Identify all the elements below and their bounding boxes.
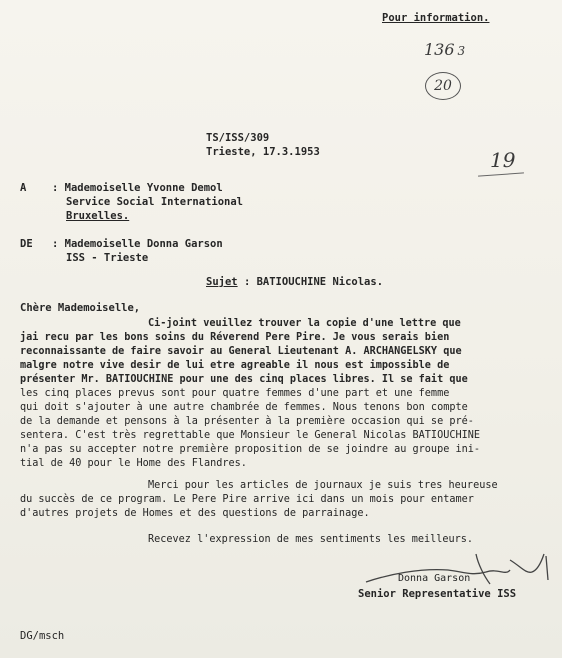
paragraph1-line: jai recu par les bons soins du Réverend Pere Pire. Je vous serais bien (20, 332, 450, 343)
reference-code: TS/ISS/309 (206, 132, 270, 144)
recipient-name: : Mademoiselle Yvonne Demol (52, 182, 223, 194)
paragraph2-line: d'autres projets de Homes et des questions de parrainage. (20, 508, 370, 519)
circled-number-text: 20 (434, 78, 452, 94)
signature-name: Donna Garson (398, 573, 471, 584)
handwritten-number (424, 40, 465, 59)
paragraph1-line: tial de 40 pour le Home des Flandres. (20, 458, 247, 469)
paragraph1-line: Ci-joint veuillez trouver la copie d'une lettre que (148, 318, 461, 329)
subject-line (206, 276, 383, 288)
sender-office: ISS - Trieste (66, 252, 149, 264)
recipient-label: A (20, 182, 27, 194)
circled-number (425, 72, 461, 100)
typist-initials: DG/msch (20, 630, 65, 642)
handwritten-number-main: 136 (424, 40, 455, 59)
sender-label: DE (20, 238, 33, 250)
recipient-city: Bruxelles. (66, 210, 130, 222)
paragraph1-line: reconnaissante de faire savoir au General Lieutenant A. ARCHANGELSKY que (20, 346, 462, 357)
handwritten-number-sub: 3 (457, 44, 466, 58)
paragraph1-line: n'a pas su accepter notre première proposition de se joindre au groupe ini- (20, 444, 481, 455)
for-information-note: Pour information. (382, 12, 490, 24)
paragraph1-line: les cinq places prevus sont pour quatre femmes d'une part et une femme (20, 388, 450, 399)
paragraph1-line: sentera. C'est très regrettable que Monsieur le General Nicolas BATIOUCHINE (20, 430, 481, 441)
subject-label: Sujet (206, 276, 238, 288)
paragraph2-line: Merci pour les articles de journaux je suis tres heureuse (148, 480, 498, 491)
side-number: 19 (490, 148, 516, 172)
place-date: Trieste, 17.3.1953 (206, 146, 320, 158)
paragraph1-line: qui doit s'ajouter à une autre chambrée de femmes. Nous tenons bon compte (20, 402, 468, 413)
closing-line: Recevez l'expression de mes sentiments les meilleurs. (148, 534, 474, 545)
sender-name: : Mademoiselle Donna Garson (52, 238, 223, 250)
signature-title: Senior Representative ISS (358, 588, 517, 600)
paragraph1-line: de la demande et pensons à la présenter à la première occasion qui se pré- (20, 416, 474, 427)
paragraph1-line: malgre notre vive desir de lui etre agreable il nous est impossible de (20, 360, 450, 371)
paragraph2-line: du succès de ce program. Le Pere Pire arrive ici dans un mois pour entamer (20, 494, 474, 505)
recipient-organization: Service Social International (66, 196, 244, 208)
paragraph1-line: présenter Mr. BATIOUCHINE pour une des cinq places libres. Il se fait que (20, 374, 468, 385)
salutation: Chère Mademoiselle, (20, 302, 141, 314)
subject-text: : BATIOUCHINE Nicolas. (243, 276, 384, 288)
side-number-underline (478, 172, 524, 176)
